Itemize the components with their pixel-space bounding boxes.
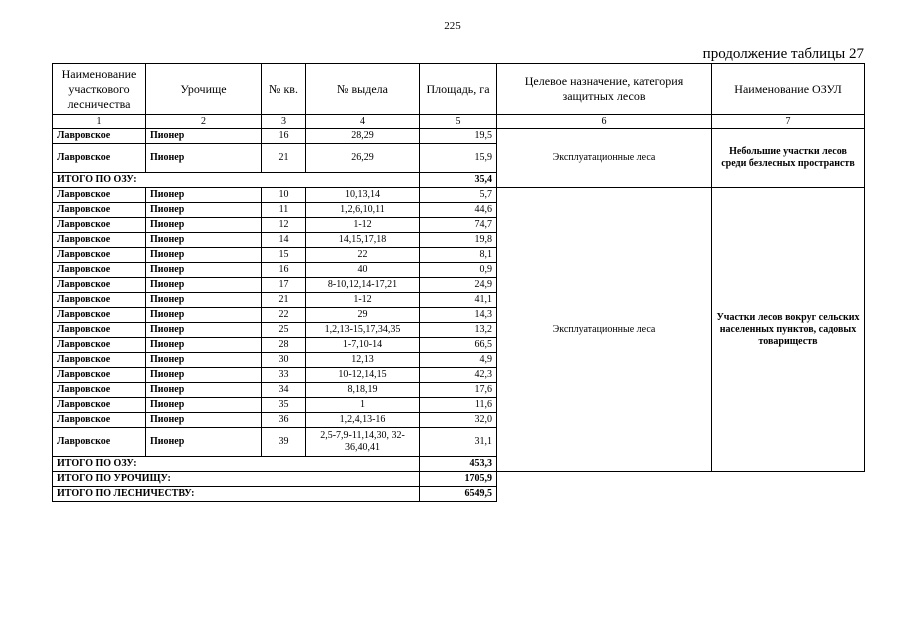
quarter-cell: 22 bbox=[262, 308, 306, 323]
page-number: 225 bbox=[444, 20, 461, 32]
tract-cell: Пионер bbox=[146, 233, 262, 248]
forestry-cell: Лавровское bbox=[53, 368, 146, 383]
forestry-cell: Лавровское bbox=[53, 413, 146, 428]
quarter-cell: 11 bbox=[262, 203, 306, 218]
quarter-cell: 25 bbox=[262, 323, 306, 338]
vydel-cell: 22 bbox=[306, 248, 420, 263]
vydel-cell: 1-7,10-14 bbox=[306, 338, 420, 353]
vydel-cell: 26,29 bbox=[306, 144, 420, 173]
table-row bbox=[53, 188, 865, 203]
purpose-cell: Эксплуатационные леса bbox=[497, 129, 712, 188]
quarter-cell: 35 bbox=[262, 398, 306, 413]
tract-cell: Пионер bbox=[146, 368, 262, 383]
vydel-cell: 12,13 bbox=[306, 353, 420, 368]
col-number: 4 bbox=[306, 115, 420, 129]
vydel-cell: 8,18,19 bbox=[306, 383, 420, 398]
tract-cell: Пионер bbox=[146, 398, 262, 413]
area-cell: 14,3 bbox=[420, 308, 497, 323]
vydel-cell: 1,2,13-15,17,34,35 bbox=[306, 323, 420, 338]
quarter-cell: 12 bbox=[262, 218, 306, 233]
area-cell: 44,6 bbox=[420, 203, 497, 218]
total-value: 35,4 bbox=[420, 173, 497, 188]
tract-cell: Пионер bbox=[146, 353, 262, 368]
area-cell: 4,9 bbox=[420, 353, 497, 368]
total-value: 453,3 bbox=[420, 457, 497, 472]
tract-total-row bbox=[53, 472, 865, 487]
area-cell: 5,7 bbox=[420, 188, 497, 203]
tract-cell: Пионер bbox=[146, 278, 262, 293]
area-cell: 19,8 bbox=[420, 233, 497, 248]
tract-cell: Пионер bbox=[146, 218, 262, 233]
forestry-cell: Лавровское bbox=[53, 203, 146, 218]
forestry-total-label: ИТОГО ПО ЛЕСНИЧЕСТВУ: bbox=[53, 487, 420, 502]
total-label: ИТОГО ПО ОЗУ: bbox=[53, 457, 420, 472]
column-number-row bbox=[53, 115, 865, 129]
area-cell: 41,1 bbox=[420, 293, 497, 308]
header-row bbox=[53, 64, 865, 115]
area-cell: 8,1 bbox=[420, 248, 497, 263]
tract-cell: Пионер bbox=[146, 263, 262, 278]
forest-table bbox=[52, 63, 865, 502]
forestry-cell: Лавровское bbox=[53, 308, 146, 323]
quarter-cell: 10 bbox=[262, 188, 306, 203]
ozul-cell: Участки лесов вокруг сельских населенных пунктов, садовых товариществ bbox=[712, 188, 865, 472]
quarter-cell: 33 bbox=[262, 368, 306, 383]
vydel-cell: 1,2,6,10,11 bbox=[306, 203, 420, 218]
tract-cell: Пионер bbox=[146, 203, 262, 218]
forestry-cell: Лавровское bbox=[53, 338, 146, 353]
forestry-cell: Лавровское bbox=[53, 144, 146, 173]
area-cell: 66,5 bbox=[420, 338, 497, 353]
forestry-cell: Лавровское bbox=[53, 129, 146, 144]
quarter-cell: 15 bbox=[262, 248, 306, 263]
col-number: 3 bbox=[262, 115, 306, 129]
tract-cell: Пионер bbox=[146, 293, 262, 308]
col-number: 1 bbox=[53, 115, 146, 129]
forestry-cell: Лавровское bbox=[53, 383, 146, 398]
quarter-cell: 36 bbox=[262, 413, 306, 428]
forestry-total-row bbox=[53, 487, 865, 502]
forestry-total-value: 6549,5 bbox=[420, 487, 497, 502]
tract-cell: Пионер bbox=[146, 129, 262, 144]
area-cell: 13,2 bbox=[420, 323, 497, 338]
tract-cell: Пионер bbox=[146, 248, 262, 263]
forestry-cell: Лавровское bbox=[53, 233, 146, 248]
quarter-cell: 28 bbox=[262, 338, 306, 353]
area-cell: 24,9 bbox=[420, 278, 497, 293]
area-cell: 0,9 bbox=[420, 263, 497, 278]
forestry-cell: Лавровское bbox=[53, 323, 146, 338]
table-row bbox=[53, 129, 865, 144]
quarter-cell: 34 bbox=[262, 383, 306, 398]
area-cell: 31,1 bbox=[420, 428, 497, 457]
forestry-cell: Лавровское bbox=[53, 428, 146, 457]
col-number: 2 bbox=[146, 115, 262, 129]
vydel-cell: 1 bbox=[306, 398, 420, 413]
area-cell: 74,7 bbox=[420, 218, 497, 233]
vydel-cell: 40 bbox=[306, 263, 420, 278]
vydel-cell: 14,15,17,18 bbox=[306, 233, 420, 248]
quarter-cell: 21 bbox=[262, 144, 306, 173]
continuation-label: продолжение таблицы 27 bbox=[702, 46, 864, 62]
header-vydel: № выдела bbox=[306, 64, 420, 115]
tract-cell: Пионер bbox=[146, 308, 262, 323]
tract-cell: Пионер bbox=[146, 144, 262, 173]
vydel-cell: 1,2,4,13-16 bbox=[306, 413, 420, 428]
area-cell: 11,6 bbox=[420, 398, 497, 413]
header-quarter: № кв. bbox=[262, 64, 306, 115]
tract-cell: Пионер bbox=[146, 428, 262, 457]
header-ozul: Наименование ОЗУЛ bbox=[712, 64, 865, 115]
vydel-cell: 1-12 bbox=[306, 218, 420, 233]
tract-total-label: ИТОГО ПО УРОЧИЩУ: bbox=[53, 472, 420, 487]
quarter-cell: 21 bbox=[262, 293, 306, 308]
quarter-cell: 39 bbox=[262, 428, 306, 457]
forestry-cell: Лавровское bbox=[53, 248, 146, 263]
col-number: 6 bbox=[497, 115, 712, 129]
tract-cell: Пионер bbox=[146, 383, 262, 398]
tract-cell: Пионер bbox=[146, 338, 262, 353]
vydel-cell: 10-12,14,15 bbox=[306, 368, 420, 383]
quarter-cell: 30 bbox=[262, 353, 306, 368]
forestry-cell: Лавровское bbox=[53, 218, 146, 233]
tract-total-value: 1705,9 bbox=[420, 472, 497, 487]
forestry-cell: Лавровское bbox=[53, 278, 146, 293]
header-area: Площадь, га bbox=[420, 64, 497, 115]
quarter-cell: 16 bbox=[262, 263, 306, 278]
vydel-cell: 29 bbox=[306, 308, 420, 323]
tract-cell: Пионер bbox=[146, 323, 262, 338]
tract-cell: Пионер bbox=[146, 413, 262, 428]
forestry-cell: Лавровское bbox=[53, 263, 146, 278]
ozul-cell: Небольшие участки лесов среди безлесных пространств bbox=[712, 129, 865, 188]
area-cell: 42,3 bbox=[420, 368, 497, 383]
area-cell: 15,9 bbox=[420, 144, 497, 173]
area-cell: 32,0 bbox=[420, 413, 497, 428]
vydel-cell: 10,13,14 bbox=[306, 188, 420, 203]
forestry-cell: Лавровское bbox=[53, 398, 146, 413]
forestry-cell: Лавровское bbox=[53, 353, 146, 368]
purpose-cell: Эксплуатационные леса bbox=[497, 188, 712, 472]
vydel-cell: 28,29 bbox=[306, 129, 420, 144]
col-number: 5 bbox=[420, 115, 497, 129]
quarter-cell: 16 bbox=[262, 129, 306, 144]
header-forestry: Наименование участкового лесничества bbox=[53, 64, 146, 115]
area-cell: 19,5 bbox=[420, 129, 497, 144]
area-cell: 17,6 bbox=[420, 383, 497, 398]
total-label: ИТОГО ПО ОЗУ: bbox=[53, 173, 420, 188]
vydel-cell: 8-10,12,14-17,21 bbox=[306, 278, 420, 293]
col-number: 7 bbox=[712, 115, 865, 129]
vydel-cell: 1-12 bbox=[306, 293, 420, 308]
forestry-cell: Лавровское bbox=[53, 293, 146, 308]
header-tract: Урочище bbox=[146, 64, 262, 115]
quarter-cell: 17 bbox=[262, 278, 306, 293]
vydel-cell: 2,5-7,9-11,14,30, 32-36,40,41 bbox=[306, 428, 420, 457]
forestry-cell: Лавровское bbox=[53, 188, 146, 203]
quarter-cell: 14 bbox=[262, 233, 306, 248]
header-purpose: Целевое назначение, категория защитных лесов bbox=[497, 64, 712, 115]
tract-cell: Пионер bbox=[146, 188, 262, 203]
